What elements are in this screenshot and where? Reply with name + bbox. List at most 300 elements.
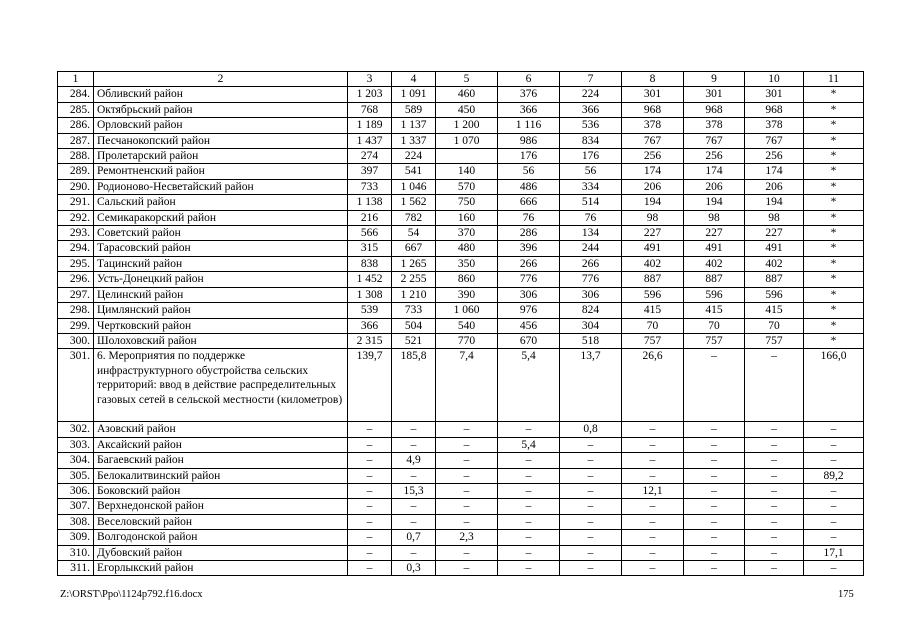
value-cell: 402 <box>745 256 804 271</box>
value-cell: 887 <box>622 272 684 287</box>
district-name-cell: Ремонтненский район <box>94 164 348 179</box>
value-cell: – <box>392 468 436 483</box>
value-cell: 838 <box>348 256 392 271</box>
row-number-cell: 286. <box>58 118 94 133</box>
district-name-cell: Сальский район <box>94 195 348 210</box>
value-cell: 4,9 <box>392 453 436 468</box>
value-cell: – <box>436 422 498 437</box>
table-row <box>58 102 864 117</box>
value-cell: 286 <box>498 226 560 241</box>
table-row <box>58 118 864 133</box>
district-name-cell: Белокалитвинский район <box>94 468 348 483</box>
row-number-cell: 299. <box>58 318 94 333</box>
value-cell: – <box>392 499 436 514</box>
row-number-cell: 288. <box>58 149 94 164</box>
value-cell: 589 <box>392 102 436 117</box>
header-row <box>58 72 864 87</box>
value-cell: – <box>436 499 498 514</box>
value-cell: – <box>348 437 392 452</box>
header-cell: 6 <box>498 72 560 87</box>
value-cell: – <box>560 545 622 560</box>
value-cell: 596 <box>745 287 804 302</box>
value-cell: * <box>804 118 864 133</box>
value-cell: 376 <box>498 87 560 102</box>
row-number-cell: 303. <box>58 437 94 452</box>
value-cell: 366 <box>498 102 560 117</box>
value-cell: 224 <box>560 87 622 102</box>
district-name-cell: Орловский район <box>94 118 348 133</box>
row-number-cell: 290. <box>58 179 94 194</box>
value-cell: – <box>560 560 622 575</box>
value-cell: – <box>392 437 436 452</box>
value-cell: 767 <box>622 133 684 148</box>
district-name-cell: Чертковский район <box>94 318 348 333</box>
row-number-cell: 308. <box>58 514 94 529</box>
district-name-cell: Цимлянский район <box>94 303 348 318</box>
value-cell: 224 <box>392 149 436 164</box>
value-cell: 390 <box>436 287 498 302</box>
value-cell: 140 <box>436 164 498 179</box>
value-cell: 256 <box>622 149 684 164</box>
value-cell: – <box>560 437 622 452</box>
value-cell: 194 <box>745 195 804 210</box>
value-cell: – <box>745 514 804 529</box>
value-cell: 456 <box>498 318 560 333</box>
value-cell: – <box>622 499 684 514</box>
value-cell: – <box>348 468 392 483</box>
value-cell: 176 <box>498 149 560 164</box>
value-cell: 166,0 <box>804 349 864 422</box>
value-cell: 54 <box>392 226 436 241</box>
district-name-cell: Веселовский район <box>94 514 348 529</box>
value-cell: – <box>684 349 745 422</box>
value-cell: * <box>804 164 864 179</box>
table-row <box>58 210 864 225</box>
table-row <box>58 560 864 575</box>
row-number-cell: 297. <box>58 287 94 302</box>
footer-page-number: 175 <box>838 589 854 600</box>
value-cell: 266 <box>560 256 622 271</box>
value-cell: – <box>348 545 392 560</box>
value-cell: 733 <box>348 179 392 194</box>
value-cell: – <box>745 530 804 545</box>
value-cell: 460 <box>436 87 498 102</box>
value-cell: – <box>560 530 622 545</box>
table-row <box>58 179 864 194</box>
value-cell: 504 <box>392 318 436 333</box>
value-cell: 139,7 <box>348 349 392 422</box>
table-row <box>58 303 864 318</box>
value-cell: 274 <box>348 149 392 164</box>
value-cell: 206 <box>684 179 745 194</box>
value-cell: 56 <box>498 164 560 179</box>
value-cell: 1 562 <box>392 195 436 210</box>
value-cell: – <box>436 545 498 560</box>
value-cell: 194 <box>622 195 684 210</box>
value-cell: – <box>804 560 864 575</box>
row-number-cell: 294. <box>58 241 94 256</box>
value-cell: 301 <box>622 87 684 102</box>
table-row <box>58 241 864 256</box>
value-cell: 315 <box>348 241 392 256</box>
table-row <box>58 333 864 348</box>
value-cell: – <box>560 483 622 498</box>
value-cell: – <box>745 560 804 575</box>
value-cell: 350 <box>436 256 498 271</box>
value-cell: 667 <box>392 241 436 256</box>
value-cell: 968 <box>745 102 804 117</box>
value-cell: 70 <box>622 318 684 333</box>
value-cell: – <box>745 499 804 514</box>
value-cell <box>436 149 498 164</box>
value-cell: 0,7 <box>392 530 436 545</box>
value-cell: – <box>348 483 392 498</box>
value-cell: * <box>804 226 864 241</box>
value-cell: – <box>684 499 745 514</box>
value-cell: * <box>804 133 864 148</box>
value-cell: – <box>498 514 560 529</box>
header-cell: 7 <box>560 72 622 87</box>
row-number-cell: 298. <box>58 303 94 318</box>
value-cell: – <box>804 514 864 529</box>
table-row <box>58 256 864 271</box>
district-name-cell: Волгодонской район <box>94 530 348 545</box>
header-cell: 10 <box>745 72 804 87</box>
value-cell: 1 116 <box>498 118 560 133</box>
value-cell: 757 <box>684 333 745 348</box>
header-cell: 4 <box>392 72 436 87</box>
row-number-cell: 307. <box>58 499 94 514</box>
value-cell: 570 <box>436 179 498 194</box>
value-cell: 378 <box>684 118 745 133</box>
value-cell: 540 <box>436 318 498 333</box>
value-cell: – <box>436 437 498 452</box>
value-cell: 491 <box>684 241 745 256</box>
district-name-cell: Верхнедонской район <box>94 499 348 514</box>
value-cell: 70 <box>684 318 745 333</box>
value-cell: 98 <box>745 210 804 225</box>
district-name-cell: Егорлыкский район <box>94 560 348 575</box>
value-cell: 266 <box>498 256 560 271</box>
table-row <box>58 437 864 452</box>
value-cell: – <box>684 453 745 468</box>
value-cell: 7,4 <box>436 349 498 422</box>
value-cell: 767 <box>745 133 804 148</box>
district-name-cell: Аксайский район <box>94 437 348 452</box>
value-cell: 1 265 <box>392 256 436 271</box>
value-cell: 1 189 <box>348 118 392 133</box>
value-cell: 834 <box>560 133 622 148</box>
district-name-cell: Боковский район <box>94 483 348 498</box>
header-cell: 3 <box>348 72 392 87</box>
district-name-cell: Семикаракорский район <box>94 210 348 225</box>
value-cell: 450 <box>436 102 498 117</box>
value-cell: – <box>684 437 745 452</box>
value-cell: 733 <box>392 303 436 318</box>
value-cell: 539 <box>348 303 392 318</box>
value-cell: – <box>745 468 804 483</box>
value-cell: 887 <box>684 272 745 287</box>
row-number-cell: 300. <box>58 333 94 348</box>
value-cell: 767 <box>684 133 745 148</box>
value-cell: 56 <box>560 164 622 179</box>
header-cell: 5 <box>436 72 498 87</box>
value-cell: – <box>560 468 622 483</box>
value-cell: 98 <box>684 210 745 225</box>
value-cell: 366 <box>348 318 392 333</box>
value-cell: 334 <box>560 179 622 194</box>
table-row <box>58 164 864 179</box>
value-cell: – <box>498 483 560 498</box>
value-cell: – <box>498 468 560 483</box>
table-row <box>58 453 864 468</box>
value-cell: 541 <box>392 164 436 179</box>
row-number-cell: 285. <box>58 102 94 117</box>
row-number-cell: 302. <box>58 422 94 437</box>
value-cell: 1 060 <box>436 303 498 318</box>
value-cell: * <box>804 241 864 256</box>
value-cell: – <box>622 422 684 437</box>
value-cell: – <box>622 514 684 529</box>
value-cell: 12,1 <box>622 483 684 498</box>
value-cell: 5,4 <box>498 349 560 422</box>
header-cell: 1 <box>58 72 94 87</box>
table-row <box>58 422 864 437</box>
table-row <box>58 349 864 422</box>
value-cell: 1 046 <box>392 179 436 194</box>
table-row <box>58 499 864 514</box>
value-cell: * <box>804 318 864 333</box>
value-cell: 206 <box>745 179 804 194</box>
value-cell: 1 070 <box>436 133 498 148</box>
table-row <box>58 272 864 287</box>
value-cell: 17,1 <box>804 545 864 560</box>
value-cell: – <box>684 530 745 545</box>
value-cell: – <box>804 422 864 437</box>
value-cell: – <box>498 560 560 575</box>
value-cell: 174 <box>684 164 745 179</box>
value-cell: 666 <box>498 195 560 210</box>
value-cell: 194 <box>684 195 745 210</box>
value-cell: – <box>392 422 436 437</box>
value-cell: 366 <box>560 102 622 117</box>
value-cell: * <box>804 149 864 164</box>
value-cell: 986 <box>498 133 560 148</box>
district-name-cell: Советский район <box>94 226 348 241</box>
value-cell: 227 <box>622 226 684 241</box>
district-name-cell: 6. Мероприятия по поддержке инфраструктурного обустройства сельских территорий: ввод в действие распределительных газовых сетей в сельской местности (километров) <box>94 349 348 422</box>
value-cell: 216 <box>348 210 392 225</box>
value-cell: 1 337 <box>392 133 436 148</box>
value-cell: 486 <box>498 179 560 194</box>
value-cell: – <box>498 545 560 560</box>
value-cell: * <box>804 272 864 287</box>
value-cell: 860 <box>436 272 498 287</box>
value-cell: – <box>622 437 684 452</box>
value-cell: 402 <box>622 256 684 271</box>
value-cell: 976 <box>498 303 560 318</box>
district-name-cell: Целинский район <box>94 287 348 302</box>
value-cell: 782 <box>392 210 436 225</box>
table-row <box>58 318 864 333</box>
table-row <box>58 287 864 302</box>
value-cell: 176 <box>560 149 622 164</box>
value-cell: – <box>348 560 392 575</box>
value-cell: 206 <box>622 179 684 194</box>
value-cell: 1 437 <box>348 133 392 148</box>
value-cell: 306 <box>560 287 622 302</box>
value-cell: 370 <box>436 226 498 241</box>
row-number-cell: 284. <box>58 87 94 102</box>
value-cell: 480 <box>436 241 498 256</box>
value-cell: 98 <box>622 210 684 225</box>
value-cell: 1 210 <box>392 287 436 302</box>
value-cell: – <box>684 514 745 529</box>
value-cell: 968 <box>622 102 684 117</box>
table-body <box>58 72 864 576</box>
value-cell: 227 <box>745 226 804 241</box>
district-name-cell: Дубовский район <box>94 545 348 560</box>
value-cell: 750 <box>436 195 498 210</box>
district-name-cell: Песчанокопский район <box>94 133 348 148</box>
value-cell: * <box>804 87 864 102</box>
table-row <box>58 226 864 241</box>
value-cell: 301 <box>684 87 745 102</box>
row-number-cell: 310. <box>58 545 94 560</box>
value-cell: – <box>745 349 804 422</box>
value-cell: 757 <box>622 333 684 348</box>
table-row <box>58 530 864 545</box>
value-cell: * <box>804 210 864 225</box>
value-cell: – <box>436 514 498 529</box>
value-cell: – <box>804 499 864 514</box>
value-cell: – <box>392 545 436 560</box>
value-cell: * <box>804 287 864 302</box>
header-cell: 2 <box>94 72 348 87</box>
row-number-cell: 291. <box>58 195 94 210</box>
value-cell: 415 <box>622 303 684 318</box>
value-cell: – <box>436 560 498 575</box>
value-cell: 2,3 <box>436 530 498 545</box>
value-cell: * <box>804 256 864 271</box>
row-number-cell: 296. <box>58 272 94 287</box>
value-cell: 514 <box>560 195 622 210</box>
value-cell: – <box>560 453 622 468</box>
district-name-cell: Тацинский район <box>94 256 348 271</box>
value-cell: 757 <box>745 333 804 348</box>
table-row <box>58 133 864 148</box>
row-number-cell: 293. <box>58 226 94 241</box>
value-cell: 1 200 <box>436 118 498 133</box>
row-number-cell: 301. <box>58 349 94 422</box>
value-cell: 824 <box>560 303 622 318</box>
value-cell: – <box>498 530 560 545</box>
district-name-cell: Пролетарский район <box>94 149 348 164</box>
value-cell: 776 <box>560 272 622 287</box>
row-number-cell: 305. <box>58 468 94 483</box>
value-cell: – <box>804 530 864 545</box>
value-cell: – <box>622 468 684 483</box>
table-row <box>58 483 864 498</box>
value-cell: – <box>622 560 684 575</box>
value-cell: 2 315 <box>348 333 392 348</box>
value-cell: – <box>560 499 622 514</box>
value-cell: 1 138 <box>348 195 392 210</box>
value-cell: – <box>436 483 498 498</box>
value-cell: * <box>804 333 864 348</box>
value-cell: 415 <box>745 303 804 318</box>
value-cell: 76 <box>498 210 560 225</box>
value-cell: 521 <box>392 333 436 348</box>
value-cell: 770 <box>436 333 498 348</box>
value-cell: 491 <box>745 241 804 256</box>
value-cell: – <box>745 422 804 437</box>
value-cell: 1 203 <box>348 87 392 102</box>
data-table <box>57 71 864 576</box>
value-cell: 2 255 <box>392 272 436 287</box>
value-cell: – <box>745 483 804 498</box>
row-number-cell: 287. <box>58 133 94 148</box>
table-row <box>58 149 864 164</box>
value-cell: – <box>622 545 684 560</box>
value-cell: – <box>348 530 392 545</box>
table-row <box>58 545 864 560</box>
table-row <box>58 514 864 529</box>
header-cell: 11 <box>804 72 864 87</box>
header-cell: 9 <box>684 72 745 87</box>
value-cell: – <box>684 422 745 437</box>
value-cell: – <box>684 560 745 575</box>
value-cell: – <box>436 468 498 483</box>
value-cell: – <box>348 514 392 529</box>
value-cell: – <box>622 453 684 468</box>
value-cell: – <box>348 499 392 514</box>
row-number-cell: 309. <box>58 530 94 545</box>
value-cell: – <box>498 453 560 468</box>
value-cell: * <box>804 102 864 117</box>
district-name-cell: Обливский район <box>94 87 348 102</box>
value-cell: – <box>348 422 392 437</box>
row-number-cell: 292. <box>58 210 94 225</box>
value-cell: 244 <box>560 241 622 256</box>
value-cell: – <box>745 453 804 468</box>
value-cell: – <box>684 483 745 498</box>
value-cell: 26,6 <box>622 349 684 422</box>
value-cell: 174 <box>622 164 684 179</box>
value-cell: – <box>745 545 804 560</box>
value-cell: 304 <box>560 318 622 333</box>
value-cell: 15,3 <box>392 483 436 498</box>
value-cell: 70 <box>745 318 804 333</box>
value-cell: – <box>392 514 436 529</box>
value-cell: 968 <box>684 102 745 117</box>
value-cell: – <box>745 437 804 452</box>
value-cell: 5,4 <box>498 437 560 452</box>
table-row <box>58 468 864 483</box>
footer-file-path: Z:\ORST\Ppo\1124p792.f16.docx <box>60 589 203 600</box>
value-cell: 402 <box>684 256 745 271</box>
row-number-cell: 306. <box>58 483 94 498</box>
value-cell: 256 <box>745 149 804 164</box>
value-cell: 491 <box>622 241 684 256</box>
row-number-cell: 311. <box>58 560 94 575</box>
row-number-cell: 295. <box>58 256 94 271</box>
district-name-cell: Тарасовский район <box>94 241 348 256</box>
value-cell: – <box>436 453 498 468</box>
value-cell: 0,8 <box>560 422 622 437</box>
value-cell: – <box>560 514 622 529</box>
value-cell: – <box>348 453 392 468</box>
